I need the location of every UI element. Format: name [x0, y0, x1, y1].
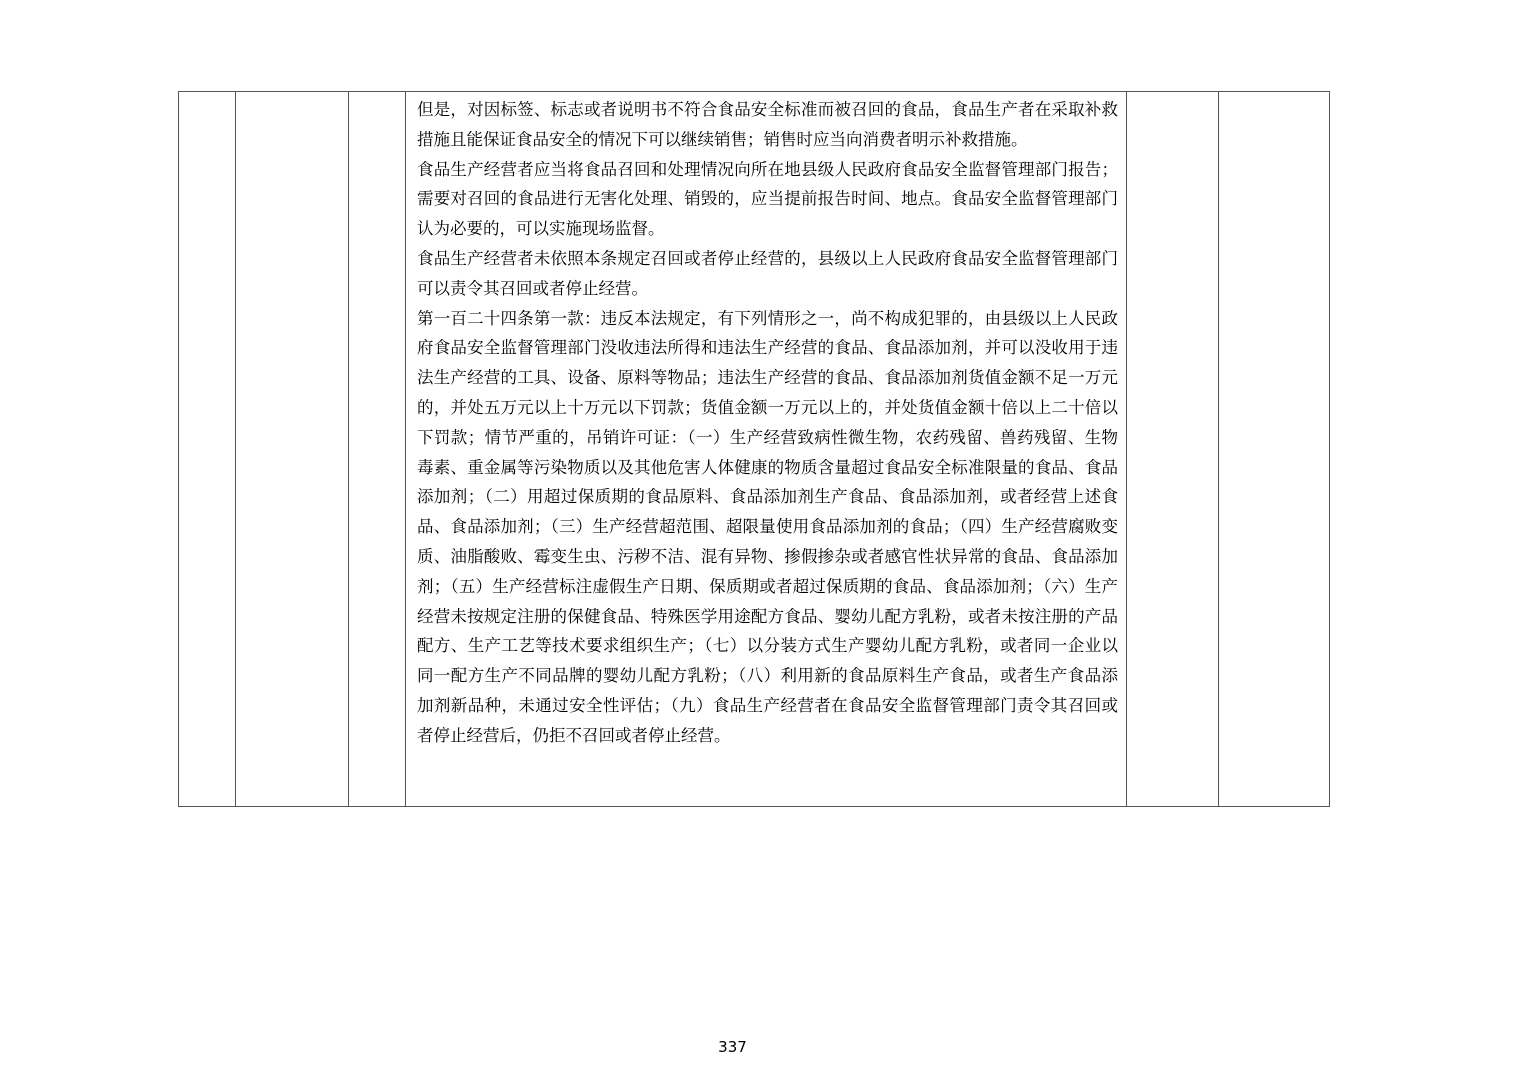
table-cell-legal-text	[406, 92, 1127, 806]
page-number: 337	[718, 1038, 747, 1056]
paragraph-recall-exception: 但是，对因标签、标志或者说明书不符合食品安全标准而被召回的食品，食品生产者在采取补救措施且能保证食品安全的情况下可以继续销售；销售时应当向消费者明示补救措施。	[417, 100, 1118, 149]
table-cell-col5	[1127, 92, 1219, 806]
paragraph-article-124: 第一百二十四条第一款：违反本法规定，有下列情形之一，尚不构成犯罪的，由县级以上人民政府食品安全监督管理部门没收违法所得和违法生产经营的食品、食品添加剂，并可以没收用于违法生产经营的工具、设备、原料等物品；违法生产经营的食品、食品添加剂货值金额不足一万元的，并处五万元以上十万元以下罚款；货值金额一万元以上的，并处货值金额十倍以上二十倍以下罚款；情节严重的，吊销许可证：（一）生产经营致病性微生物，农药残留、兽药残留、生物毒素、重金属等污染物质以及其他危害人体健康的物质含量超过食品安全标准限量的食品、食品添加剂；（二）用超过保质期的食品原料、食品添加剂生产食品、食品添加剂，或者经营上述食品、食品添加剂；（三）生产经营超范围、超限量使用食品添加剂的食品；（四）生产经营腐败变质、油脂酸败、霉变生虫、污秽不洁、混有异物、掺假掺杂或者感官性状异常的食品、食品添加剂；（五）生产经营标注虚假生产日期、保质期或者超过保质期的食品、食品添加剂；（六）生产经营未按规定注册的保健食品、特殊医学用途配方食品、婴幼儿配方乳粉，或者未按注册的产品配方、生产工艺等技术要求组织生产；（七）以分装方式生产婴幼儿配方乳粉，或者同一企业以同一配方生产不同品牌的婴幼儿配方乳粉；（八）利用新的食品原料生产食品，或者生产食品添加剂新品种，未通过安全性评估；（九）食品生产经营者在食品安全监督管理部门责令其召回或者停止经营后，仍拒不召回或者停止经营。	[417, 308, 1118, 745]
regulation-table	[178, 91, 1330, 807]
paragraph-recall-report: 食品生产经营者应当将食品召回和处理情况向所在地县级人民政府食品安全监督管理部门报告；需要对召回的食品进行无害化处理、销毁的，应当提前报告时间、地点。食品安全监督管理部门认为必要的，可以实施现场监督。	[417, 159, 1118, 239]
paragraph-recall-order: 食品生产经营者未依照本条规定召回或者停止经营的，县级以上人民政府食品安全监督管理部门可以责令其召回或者停止经营。	[417, 248, 1118, 298]
table-cell-col6	[1219, 92, 1329, 806]
table-cell-col3	[349, 92, 406, 806]
table-cell-col2	[236, 92, 349, 806]
table-cell-col1	[179, 92, 236, 806]
